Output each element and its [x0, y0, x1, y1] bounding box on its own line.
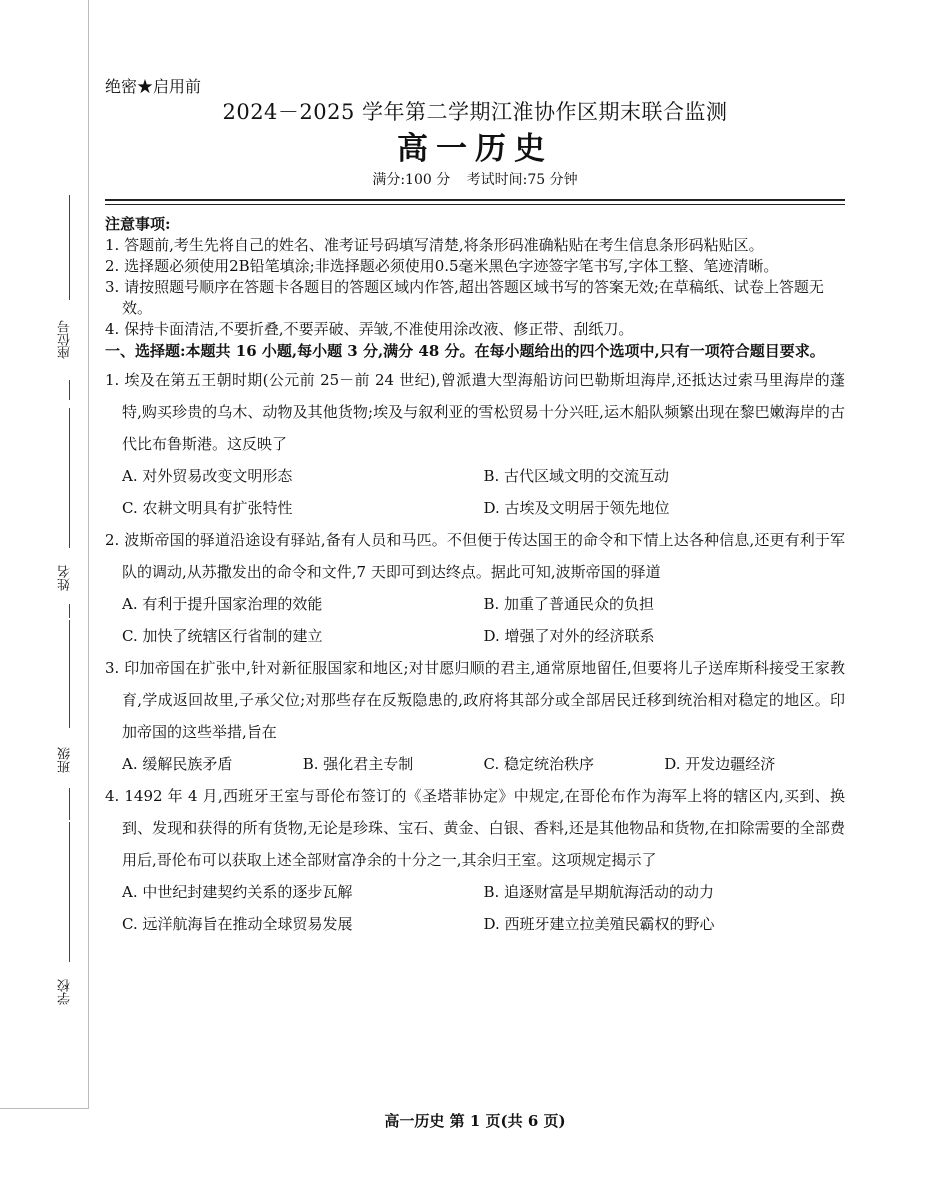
exam-time: 考试时间:75 分钟: [466, 172, 578, 188]
school-label: 学校: [58, 979, 73, 1005]
note-item: 4. 保持卡面清洁,不要折叠,不要弄破、弄皱,不准使用涂改液、修正带、刮纸刀。: [105, 320, 634, 338]
options: [105, 588, 845, 652]
subject-title: 高一历史: [397, 131, 553, 167]
option-b[interactable]: B. 强化君主专制: [302, 755, 414, 773]
option-d[interactable]: D. 增强了对外的经济联系: [483, 627, 655, 645]
option-c[interactable]: C. 稳定统治秩序: [483, 755, 594, 773]
exam-meta: [105, 170, 845, 190]
options: [105, 460, 845, 524]
question-2: [105, 524, 845, 652]
option-a[interactable]: A. 对外贸易改变文明形态: [122, 467, 293, 485]
question-stem: 4. 1492 年 4 月,西班牙王室与哥伦布签订的《圣塔菲协定》中规定,在哥伦布作为海军上将的辖区内,买到、换到、发现和获得的所有货物,无论是珍珠、宝石、黄金、白银、香料,还是其他物品和货物,在扣除需要的全部费用后,哥伦布可以获取上述全部财富净余的十分之一,其余归王室。这项规定揭示了: [105, 787, 845, 869]
option-c[interactable]: C. 加快了统辖区行省制的建立: [122, 627, 323, 645]
header-rule-thick: [105, 199, 845, 201]
option-d[interactable]: D. 西班牙建立拉美殖民霸权的野心: [483, 915, 715, 933]
name-label: 姓名: [58, 565, 73, 591]
question-3: [105, 652, 845, 780]
exam-page: [105, 76, 845, 940]
margin-divider-line: [88, 0, 89, 1108]
question-stem: 2. 波斯帝国的驿道沿途设有驿站,备有人员和马匹。不但便于传达国王的命令和下情上达各种信息,还更有利于军队的调动,从苏撒发出的命令和文件,7 天即可到达终点。据此可知,波斯帝国的驿道: [105, 531, 845, 581]
question-4: [105, 780, 845, 940]
question-stem: 3. 印加帝国在扩张中,针对新征服国家和地区;对甘愿归顺的君主,通常原地留任,但要将儿子送库斯科接受王家教育,学成返回故里,子承父位;对那些存在反叛隐患的,政府将其部分或全部居民迁移到统治相对稳定的地区。印加帝国的这些举措,旨在: [105, 659, 845, 741]
page-footer: 高一历史 第 1 页(共 6 页): [384, 1112, 566, 1130]
full-score: 满分:100 分: [372, 172, 451, 188]
note-item: 3. 请按照题号顺序在答题卡各题目的答题区域内作答,超出答题区域书写的答案无效;在草稿纸、试卷上答题无效。: [105, 278, 824, 317]
option-a[interactable]: A. 缓解民族矛盾: [122, 755, 233, 773]
option-a[interactable]: A. 中世纪封建契约关系的逐步瓦解: [122, 883, 353, 901]
binding-margin: [0, 0, 92, 1177]
option-b[interactable]: B. 古代区域文明的交流互动: [483, 467, 670, 485]
section-heading: 一、选择题:本题共 16 小题,每小题 3 分,满分 48 分。在每小题给出的四个选项中,只有一项符合题目要求。: [105, 342, 825, 360]
notes-title: 注意事项:: [105, 215, 171, 233]
option-b[interactable]: B. 加重了普通民众的负担: [483, 595, 655, 613]
exam-name: 2024－2025 学年第二学期江淮协作区期末联合监测: [222, 100, 728, 124]
option-d[interactable]: D. 古埃及文明居于领先地位: [483, 499, 670, 517]
class-field[interactable]: [58, 620, 82, 820]
note-item: 1. 答题前,考生先将自己的姓名、准考证号码填写清楚,将条形码准确粘贴在考生信息条形码粘贴区。: [105, 236, 764, 254]
secret-label: 绝密★启用前: [105, 77, 202, 96]
seat-number-label: 座位号: [58, 320, 73, 360]
seat-number-field[interactable]: [58, 195, 82, 400]
option-c[interactable]: C. 远洋航海旨在推动全球贸易发展: [122, 915, 353, 933]
option-a[interactable]: A. 有利于提升国家治理的效能: [122, 595, 323, 613]
question-stem: 1. 埃及在第五王朝时期(公元前 25－前 24 世纪),曾派遣大型海船访问巴勒斯坦海岸,还抵达过索马里海岸的蓬特,购买珍贵的乌木、动物及其他货物;埃及与叙利亚的雪松贸易十分兴旺,运木船队频繁出现在黎巴嫩海岸的古代比布鲁斯港。这反映了: [105, 371, 845, 453]
name-field[interactable]: [58, 408, 82, 618]
note-item: 2. 选择题必须使用2B铅笔填涂;非选择题必须使用0.5毫米黑色字迹签字笔书写,字体工整、笔迹清晰。: [105, 257, 779, 275]
margin-bottom-line: [0, 1108, 89, 1109]
options: [105, 876, 845, 940]
option-c[interactable]: C. 农耕文明具有扩张特性: [122, 499, 293, 517]
option-d[interactable]: D. 开发边疆经济: [664, 755, 776, 773]
question-1: [105, 364, 845, 524]
school-field[interactable]: [58, 822, 82, 1032]
options: [105, 748, 845, 780]
header-rule-thin: [105, 204, 845, 205]
class-label: 班级: [58, 747, 73, 773]
option-b[interactable]: B. 追逐财富是早期航海活动的动力: [483, 883, 715, 901]
